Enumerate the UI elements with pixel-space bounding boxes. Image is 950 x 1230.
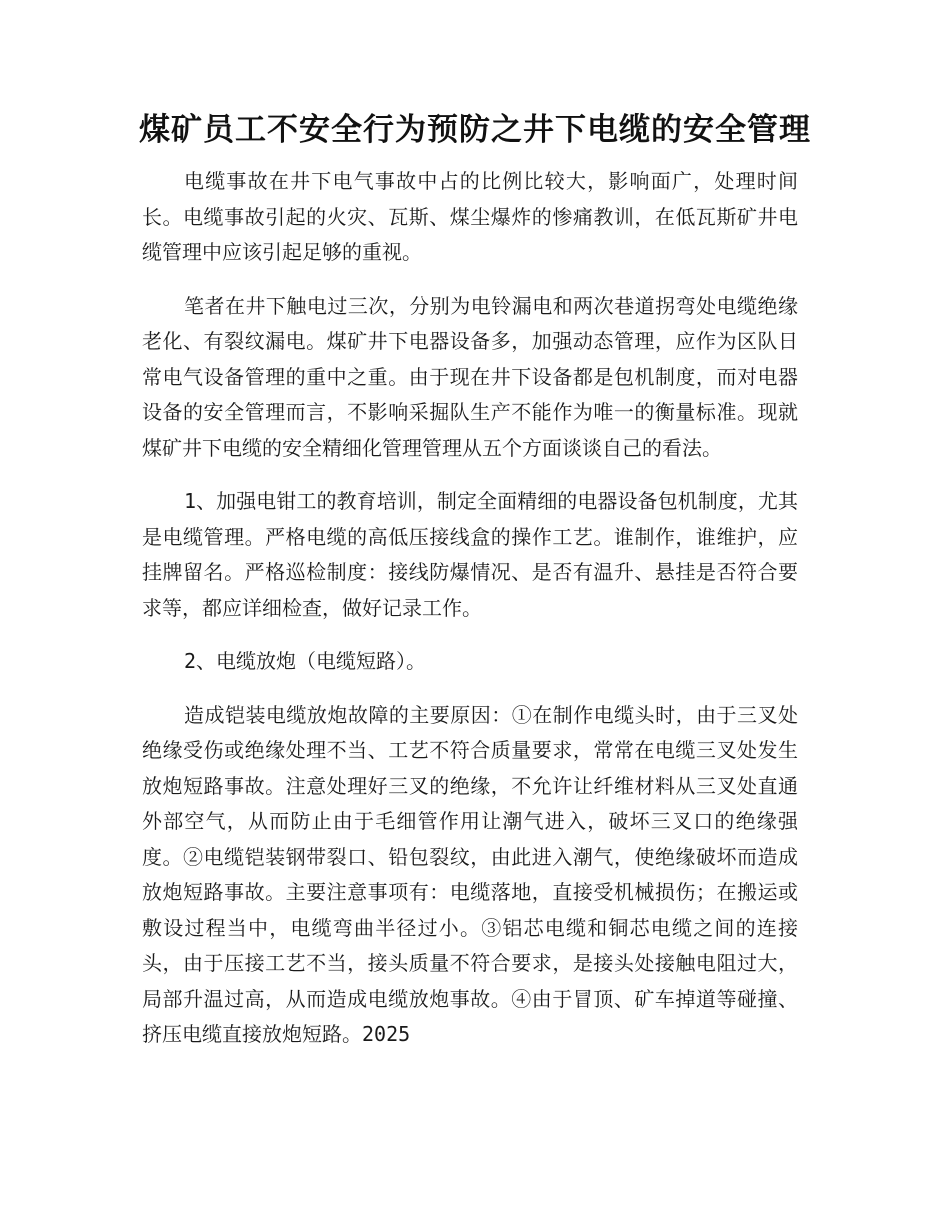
paragraph-causes: 造成铠装电缆放炮故障的主要原因：①在制作电缆头时，由于三叉处绝缘受伤或绝缘处理不当、工艺不符合质量要求，常常在电缆三叉处发生放炮短路事故。注意处理好三叉的绝缘，不允许让纤维材料从三叉处直通外部空气，从而防止由于毛细管作用让潮气进入，破坏三叉口的绝缘强度。②电缆铠装钢带裂口、铅包裂纹，由此进入潮气，使绝缘破坏而造成放炮短路事故。主要注意事项有：电缆落地，直接受机械损伤；在搬运或敷设过程当中，电缆弯曲半径过小。③铝芯电缆和铜芯电缆之间的连接头，由于压接工艺不当，接头质量不符合要求，是接头处接触电阻过大，局部升温过高，从而造成电缆放炮事故。④由于冒顶、矿车掉道等碰撞、挤压电缆直接放炮短路。2025 [142, 702, 798, 1046]
document-body [142, 164, 798, 1071]
document-title: 煤矿员工不安全行为预防之井下电缆的安全管理 [139, 112, 811, 148]
paragraph-point-1: 1、加强电钳工的教育培训，制定全面精细的电器设备包机制度，尤其是电缆管理。严格电缆的高低压接线盒的操作工艺。谁制作，谁维护，应挂牌留名。严格巡检制度：接线防爆情况、是否有温升、悬挂是否符合要求等，都应详细检查，做好记录工作。 [142, 489, 798, 620]
paragraph-point-2-heading: 2、电缆放炮（电缆短路）。 [184, 649, 427, 673]
paragraph-author-experience: 笔者在井下触电过三次，分别为电铃漏电和两次巷道拐弯处电缆绝缘老化、有裂纹漏电。煤矿井下电器设备多，加强动态管理，应作为区队日常电气设备管理的重中之重。由于现在井下设备都是包机制度，而对电器设备的安全管理而言，不影响采掘队生产不能作为唯一的衡量标准。现就煤矿井下电缆的安全精细化管理管理从五个方面谈谈自己的看法。 [142, 293, 798, 460]
paragraph-intro: 电缆事故在井下电气事故中占的比例比较大，影响面广，处理时间长。电缆事故引起的火灾、瓦斯、煤尘爆炸的惨痛教训，在低瓦斯矿井电缆管理中应该引起足够的重视。 [142, 169, 798, 264]
